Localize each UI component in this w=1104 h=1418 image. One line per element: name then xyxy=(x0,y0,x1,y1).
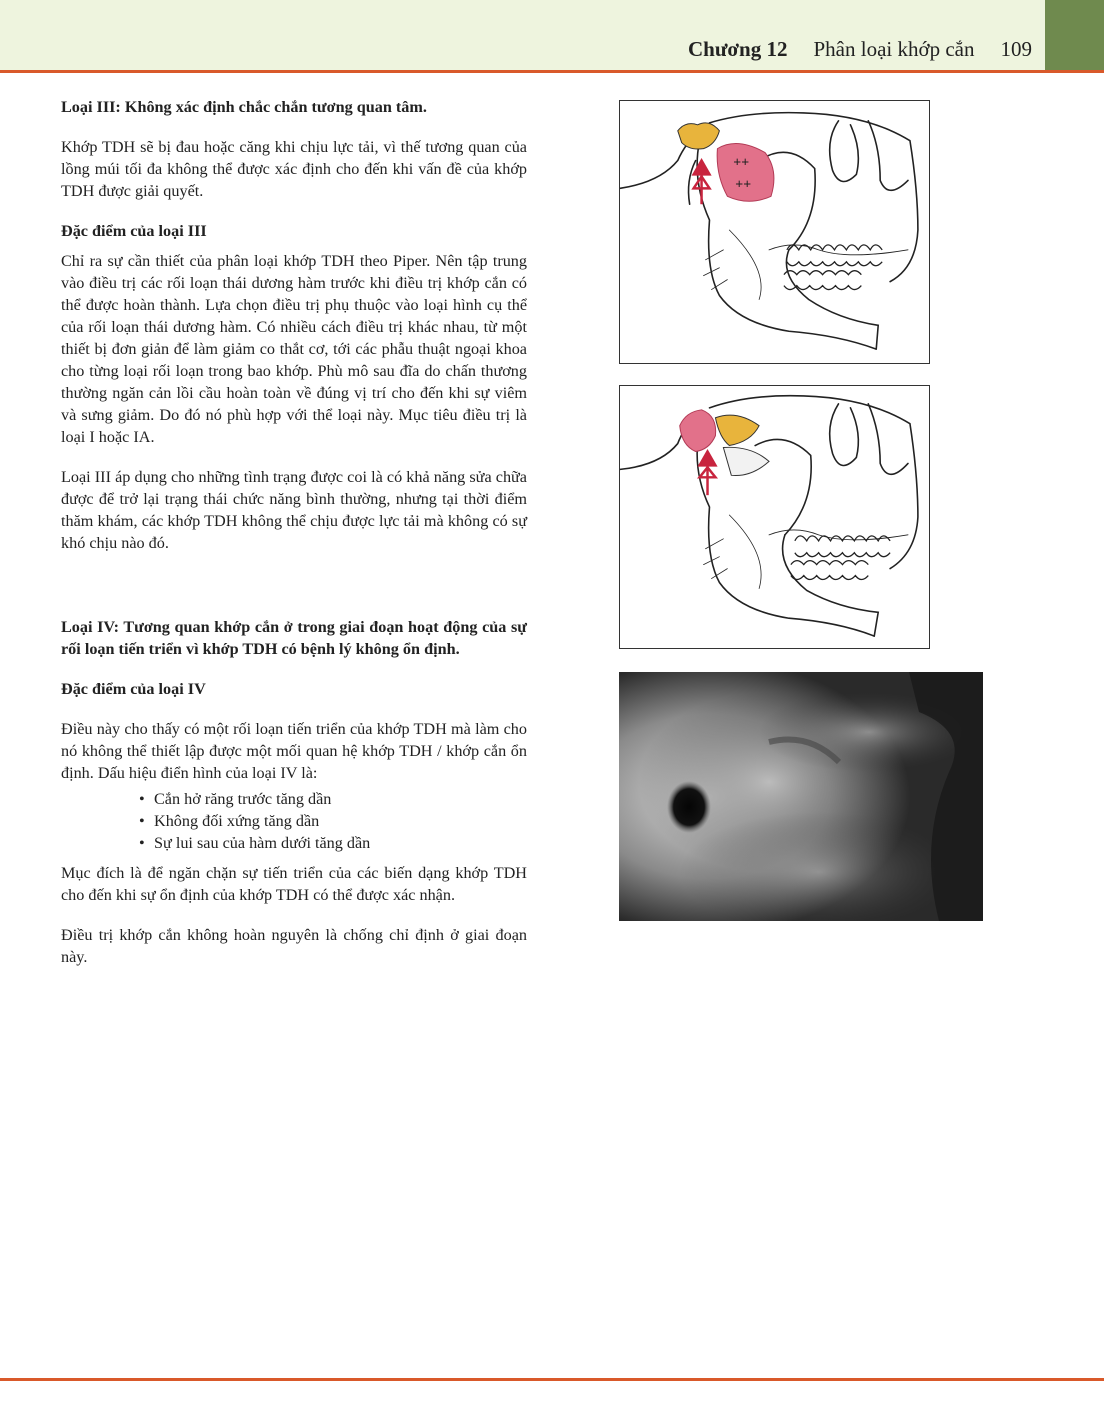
heading-class4: Loại IV: Tương quan khớp cắn ở trong giai đoạn hoạt động của sự rối loạn tiến triển vì khớp TDH có bệnh lý không ổn định. xyxy=(61,618,527,658)
header-rule xyxy=(0,70,1104,73)
fig1-mark-upper: ++ xyxy=(733,155,750,171)
list-item: • Sự lui sau của hàm dưới tăng dần xyxy=(139,832,527,854)
chapter-tab xyxy=(1045,0,1104,70)
skull-drawing-2 xyxy=(620,386,929,648)
paragraph: Loại III áp dụng cho những tình trạng được coi là có khả năng sửa chữa được để trở lại trạng thái chức năng bình thường, nhưng tại thời điểm thăm khám, các khớp TDH không thể chịu được lực tải mà không có sự khó chịu nào đó. xyxy=(61,468,527,552)
skull-drawing-1 xyxy=(620,101,929,363)
page-number: 109 xyxy=(1000,37,1032,61)
skull-figure-2 xyxy=(619,385,930,649)
heading-features4: Đặc điểm của loại IV xyxy=(61,680,206,698)
list-item: • Cắn hở răng trước tăng dần xyxy=(139,788,527,810)
paragraph: Khớp TDH sẽ bị đau hoặc căng khi chịu lực tải, vì thế tương quan của lồng múi tối đa không thể được xác định cho đến khi vấn đề của khớp TDH được giải quyết. xyxy=(61,138,527,200)
signs-list xyxy=(139,788,527,854)
paragraph: Mục đích là để ngăn chặn sự tiến triển của các biến dạng khớp TDH cho đến khi sự ổn định của khớp TDH có thể được xác nhận. xyxy=(61,864,527,904)
radiograph-drawing xyxy=(619,672,983,921)
paragraph: Chỉ ra sự cần thiết của phân loại khớp TDH theo Piper. Nên tập trung vào điều trị các rối loạn thái dương hàm trước khi điều trị khớp cắn có thể được hoàn thành. Lựa chọn điều trị phụ thuộc vào loại hình cụ thể của rối loạn thái dương hàm. Có nhiều cách điều trị khác nhau, từ một thiết bị đơn giản để làm giảm co thắt cơ, tới các phẫu thuật ngoại khoa cho từng loại rối loạn trong bao khớp. Phù mô sau đĩa do chấn thương thường ngăn cản lồi cầu hoàn toàn về đúng vị trí cho đến khi sự viêm và sưng giảm. Do đó nó phù hợp với thể loại này. Mục tiêu điều trị là loại I hoặc IA. xyxy=(61,252,527,446)
footer-rule xyxy=(0,1378,1104,1381)
radiograph-image xyxy=(619,672,983,921)
chapter-label: Chương 12 xyxy=(687,37,788,61)
list-item: • Không đối xứng tăng dần xyxy=(139,810,527,832)
fig1-mark-lower: ++ xyxy=(735,177,752,193)
text-column xyxy=(61,96,527,968)
skull-figure-1 xyxy=(619,100,930,364)
heading-class3: Loại III: Không xác định chắc chắn tương quan tâm. xyxy=(61,98,427,116)
paragraph: Điều trị khớp cắn không hoàn nguyên là chống chỉ định ở giai đoạn này. xyxy=(61,926,527,966)
chapter-title: Phân loại khớp cắn xyxy=(813,37,975,61)
paragraph: Điều này cho thấy có một rối loạn tiến triển của khớp TDH mà làm cho nó không thể thiết lập được một mối quan hệ khớp TDH / khớp cắn ổn định. Dấu hiệu điển hình của loại IV là: xyxy=(61,720,527,782)
heading-features3: Đặc điểm của loại III xyxy=(61,222,207,240)
running-head xyxy=(688,37,1032,62)
